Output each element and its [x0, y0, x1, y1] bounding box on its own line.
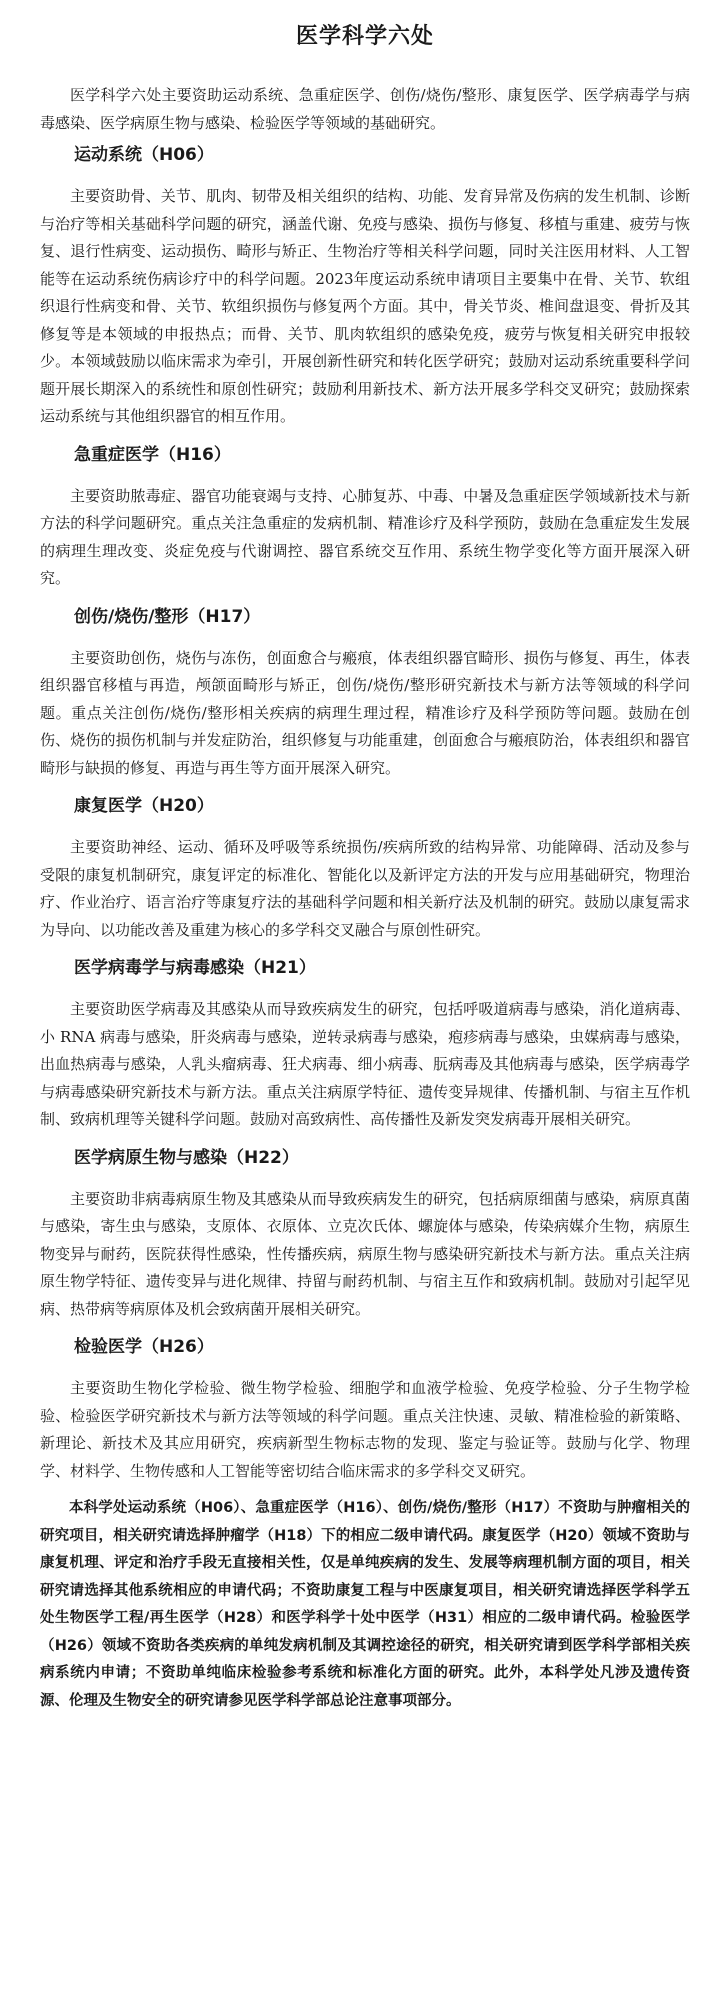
- section-h06: [40, 141, 690, 431]
- section-heading: 运动系统（H06）: [74, 145, 214, 165]
- section-h22: [40, 1144, 690, 1324]
- section-body: 主要资助医学病毒及其感染从而导致疾病发生的研究，包括呼吸道病毒与感染，消化道病毒、小 RNA 病毒与感染，肝炎病毒与感染，逆转录病毒与感染，疱疹病毒与感染，虫媒病毒与感染，出血热病毒与感染，人乳头瘤病毒、狂犬病毒、细小病毒、朊病毒及其他病毒与感染，医学病毒学与病毒感染研究新技术与新方法。重点关注病原学特征、遗传变异规律、传播机制、与宿主互作机制、致病机理等关键科学问题。鼓励对高致病性、高传播性及新发突发病毒开展相关研究。: [40, 1000, 690, 1128]
- section-h26: [40, 1333, 690, 1485]
- section-heading: 急重症医学（H16）: [74, 444, 231, 465]
- section-body: 主要资助创伤，烧伤与冻伤，创面愈合与瘢痕，体表组织器官畸形、损伤与修复、再生，体表组织器官移植与再造，颅颌面畸形与矫正，创伤/烧伤/整形研究新技术与新方法等领域的科学问题。重点关注创伤/烧伤/整形相关疾病的病理生理过程，精准诊疗及科学预防等问题。鼓励在创伤、烧伤的损伤机制与并发症防治，组织修复与功能重建，创面愈合与瘢痕防治，体表组织和器官畸形与缺损的修复、再造与再生等方面开展深入研究。: [40, 648, 690, 777]
- section-body: 主要资助骨、关节、肌肉、韧带及相关组织的结构、功能、发育异常及伤病的发生机制、诊断与治疗等相关基础科学问题的研究，涵盖代谢、免疫与感染、损伤与修复、移植与重建、疲劳与恢复、退行性病变、运动损伤、畸形与矫正、生物治疗等相关科学问题，同时关注医用材料、人工智能等在运动系统伤病诊疗中的科学问题。2023年度运动系统申请项目主要集中在骨、关节、软组织退行性病变和骨、关节、软组织损伤与修复两个方面。其中，骨关节炎、椎间盘退变、骨折及其修复等是本领域的申报热点；而骨、关节、肌肉软组织的感染免疫，疲劳与恢复相关研究申报较少。本领域鼓励以临床需求为牵引，开展创新性研究和转化医学研究；鼓励对运动系统重要科学问题开展长期深入的系统性和原创性研究；鼓励利用新技术、新方法开展多学科交叉研究；鼓励探索运动系统与其他组织器官的相互作用。: [40, 187, 690, 425]
- section-body: 主要资助神经、运动、循环及呼吸等系统损伤/疾病所致的结构异常、功能障碍、活动及参与受限的康复机制研究，康复评定的标准化、智能化以及新评定方法的开发与应用基础研究，物理治疗、作业治疗、语言治疗等康复疗法的基础科学问题和相关新疗法及机制的研究。鼓励以康复需求为导向、以功能改善及重建为核心的多学科交叉融合与原创性研究。: [40, 838, 690, 939]
- section-h16: [40, 441, 690, 593]
- section-h21: [40, 954, 690, 1134]
- section-body: 主要资助脓毒症、器官功能衰竭与支持、心肺复苏、中毒、中暑及急重症医学领域新技术与新方法的科学问题研究。重点关注急重症的发病机制、精准诊疗及科学预防，鼓励在急重症发生发展的病理生理改变、炎症免疫与代谢调控、器官系统交互作用、系统生物学变化等方面开展深入研究。: [40, 486, 690, 587]
- section-body: 主要资助非病毒病原生物及其感染从而导致疾病发生的研究，包括病原细菌与感染，病原真菌与感染，寄生虫与感染，支原体、衣原体、立克次氏体、螺旋体与感染，传染病媒介生物，病原生物变异与耐药，医院获得性感染，性传播疾病，病原生物与感染研究新技术与新方法。重点关注病原生物学特征、遗传变异与进化规律、持留与耐药机制、与宿主互作和致病机制。鼓励对引起罕见病、热带病等病原体及机会致病菌开展相关研究。: [40, 1189, 690, 1318]
- section-heading: 医学病毒学与病毒感染（H21）: [74, 958, 316, 978]
- section-heading: 医学病原生物与感染（H22）: [74, 1147, 299, 1168]
- section-heading: 康复医学（H20）: [74, 796, 214, 816]
- section-heading: 检验医学（H26）: [74, 1337, 214, 1357]
- page-title: 医学科学六处: [295, 24, 434, 49]
- section-h17: [40, 603, 690, 783]
- section-heading: 创伤/烧伤/整形（H17）: [74, 606, 261, 627]
- section-h20: [40, 792, 690, 944]
- intro-paragraph: 医学科学六处主要资助运动系统、急重症医学、创伤/烧伤/整形、康复医学、医学病毒学与病毒感染、医学病原生物与感染、检验医学等领域的基础研究。: [40, 86, 690, 132]
- funding-note: 本科学处运动系统（H06）、急重症医学（H16）、创伤/烧伤/整形（H17）不资助与肿瘤相关的研究项目，相关研究请选择肿瘤学（H18）下的相应二级申请代码。康复医学（H20）领域不资助与康复机理、评定和治疗手段无直接相关性，仅是单纯疾病的发生、发展等病理机制方面的项目，相关研究请选择其他系统相应的申请代码；不资助康复工程与中医康复项目，相关研究请选择医学科学五处生物医学工程/再生医学（H28）和医学科学十处中医学（H31）相应的二级申请代码。检验医学（H26）领域不资助各类疾病的单纯发病机制及其调控途径的研究，相关研究请到医学科学部相关疾病系统内申请；不资助单纯临床检验参考系统和标准化方面的研究。此外，本科学处凡涉及遗传资源、伦理及生物安全的研究请参见医学科学部总论注意事项部分。: [40, 1500, 690, 1709]
- section-body: 主要资助生物化学检验、微生物学检验、细胞学和血液学检验、免疫学检验、分子生物学检验、检验医学研究新技术与新方法等领域的科学问题。重点关注快速、灵敏、精准检验的新策略、新理论、新技术及其应用研究，疾病新型生物标志物的发现、鉴定与验证等。鼓励与化学、物理学、材料学、生物传感和人工智能等密切结合临床需求的多学科交叉研究。: [40, 1379, 690, 1480]
